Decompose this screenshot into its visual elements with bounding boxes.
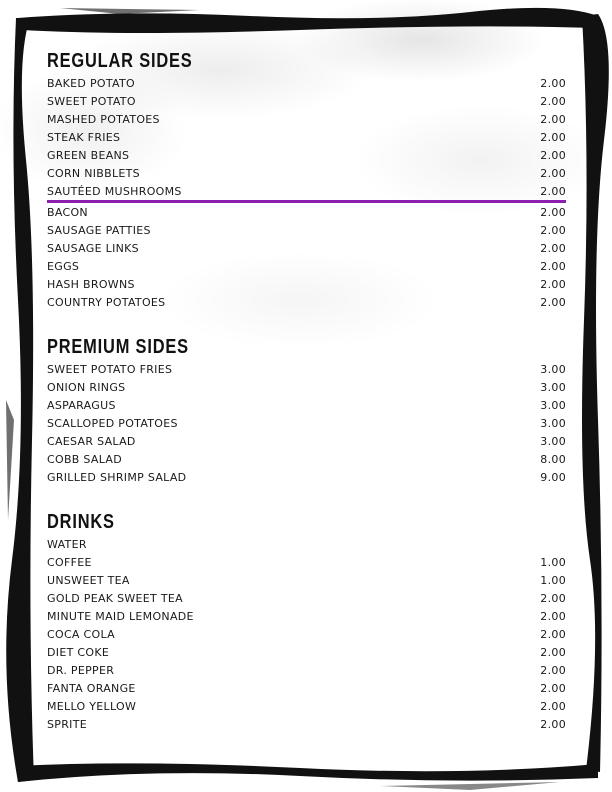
item-price: 2.00 (540, 277, 566, 291)
item-price: 3.00 (540, 362, 566, 376)
menu-item (47, 571, 566, 589)
item-price: 2.00 (540, 681, 566, 695)
menu-item (47, 203, 566, 221)
section-title-premium-sides: PREMIUM SIDES (47, 336, 189, 358)
menu-item (47, 164, 566, 182)
menu-item (47, 182, 566, 200)
item-price: 2.00 (540, 166, 566, 180)
item-price: 2.00 (540, 223, 566, 237)
item-price: 2.00 (540, 184, 566, 198)
menu-item (47, 432, 566, 450)
item-name: DR. PEPPER (47, 663, 115, 677)
menu-item (47, 146, 566, 164)
regular-sides-list (47, 74, 566, 311)
item-name: GREEN BEANS (47, 148, 130, 162)
item-price: 2.00 (540, 241, 566, 255)
item-price: 2.00 (540, 663, 566, 677)
section-title-drinks: DRINKS (47, 511, 115, 533)
item-name: DIET COKE (47, 645, 110, 659)
menu-item (47, 468, 566, 486)
menu-item (47, 110, 566, 128)
item-name: CORN NIBBLETS (47, 166, 140, 180)
item-price: 3.00 (540, 434, 566, 448)
premium-sides-list (47, 360, 566, 486)
item-name: SCALLOPED POTATOES (47, 416, 178, 430)
menu-item (47, 74, 566, 92)
item-name: BACON (47, 205, 88, 219)
item-name: SWEET POTATO FRIES (47, 362, 173, 376)
item-name: COFFEE (47, 555, 92, 569)
item-name: SAUSAGE LINKS (47, 241, 139, 255)
item-name: MASHED POTATOES (47, 112, 160, 126)
item-name: GOLD PEAK SWEET TEA (47, 591, 183, 605)
item-name: ONION RINGS (47, 380, 126, 394)
item-name: BAKED POTATO (47, 76, 136, 90)
menu-item (47, 625, 566, 643)
drinks-list (47, 535, 566, 733)
item-price: 2.00 (540, 717, 566, 731)
item-price: 3.00 (540, 416, 566, 430)
menu-item (47, 414, 566, 432)
menu-item (47, 535, 566, 553)
menu-item (47, 396, 566, 414)
item-name: HASH BROWNS (47, 277, 135, 291)
menu-item (47, 378, 566, 396)
menu-item (47, 715, 566, 733)
item-price: 8.00 (540, 452, 566, 466)
item-name: FANTA ORANGE (47, 681, 136, 695)
menu-item (47, 221, 566, 239)
item-price: 2.00 (540, 591, 566, 605)
menu-item (47, 293, 566, 311)
menu-item (47, 275, 566, 293)
item-name: SWEET POTATO (47, 94, 136, 108)
item-name: STEAK FRIES (47, 130, 121, 144)
menu-item (47, 450, 566, 468)
menu-item (47, 589, 566, 607)
item-name: COCA COLA (47, 627, 115, 641)
item-price: 3.00 (540, 398, 566, 412)
item-price: 2.00 (540, 112, 566, 126)
item-price: 2.00 (540, 130, 566, 144)
item-name: CAESAR SALAD (47, 434, 136, 448)
item-price: 2.00 (540, 627, 566, 641)
menu-item (47, 92, 566, 110)
menu-item (47, 697, 566, 715)
item-name: COBB SALAD (47, 452, 123, 466)
item-price: 1.00 (540, 573, 566, 587)
item-price: 2.00 (540, 699, 566, 713)
menu-item (47, 239, 566, 257)
section-spacer (47, 486, 566, 509)
item-price: 2.00 (540, 645, 566, 659)
item-price: 2.00 (540, 94, 566, 108)
menu-item (47, 360, 566, 378)
item-price: 3.00 (540, 380, 566, 394)
section-spacer (47, 311, 566, 334)
item-name: MINUTE MAID LEMONADE (47, 609, 194, 623)
item-name: WATER (47, 537, 87, 551)
menu-item (47, 257, 566, 275)
item-name: ASPARAGUS (47, 398, 116, 412)
menu-item (47, 607, 566, 625)
item-name: GRILLED SHRIMP SALAD (47, 470, 187, 484)
item-price: 2.00 (540, 259, 566, 273)
item-name: UNSWEET TEA (47, 573, 130, 587)
menu-item (47, 128, 566, 146)
menu-content (47, 48, 566, 733)
item-name: EGGS (47, 259, 80, 273)
item-price: 2.00 (540, 295, 566, 309)
item-price: 2.00 (540, 76, 566, 90)
item-price: 1.00 (540, 555, 566, 569)
item-name: COUNTRY POTATOES (47, 295, 166, 309)
item-name: SAUTÉED MUSHROOMS (47, 184, 182, 198)
menu-item (47, 643, 566, 661)
item-price: 9.00 (540, 470, 566, 484)
item-name: MELLO YELLOW (47, 699, 137, 713)
menu-item (47, 661, 566, 679)
item-name: SAUSAGE PATTIES (47, 223, 151, 237)
section-title-regular-sides: REGULAR SIDES (47, 50, 193, 72)
item-name: SPRITE (47, 717, 87, 731)
menu-item (47, 553, 566, 571)
menu-item (47, 679, 566, 697)
item-price: 2.00 (540, 148, 566, 162)
item-price: 2.00 (540, 205, 566, 219)
item-price: 2.00 (540, 609, 566, 623)
